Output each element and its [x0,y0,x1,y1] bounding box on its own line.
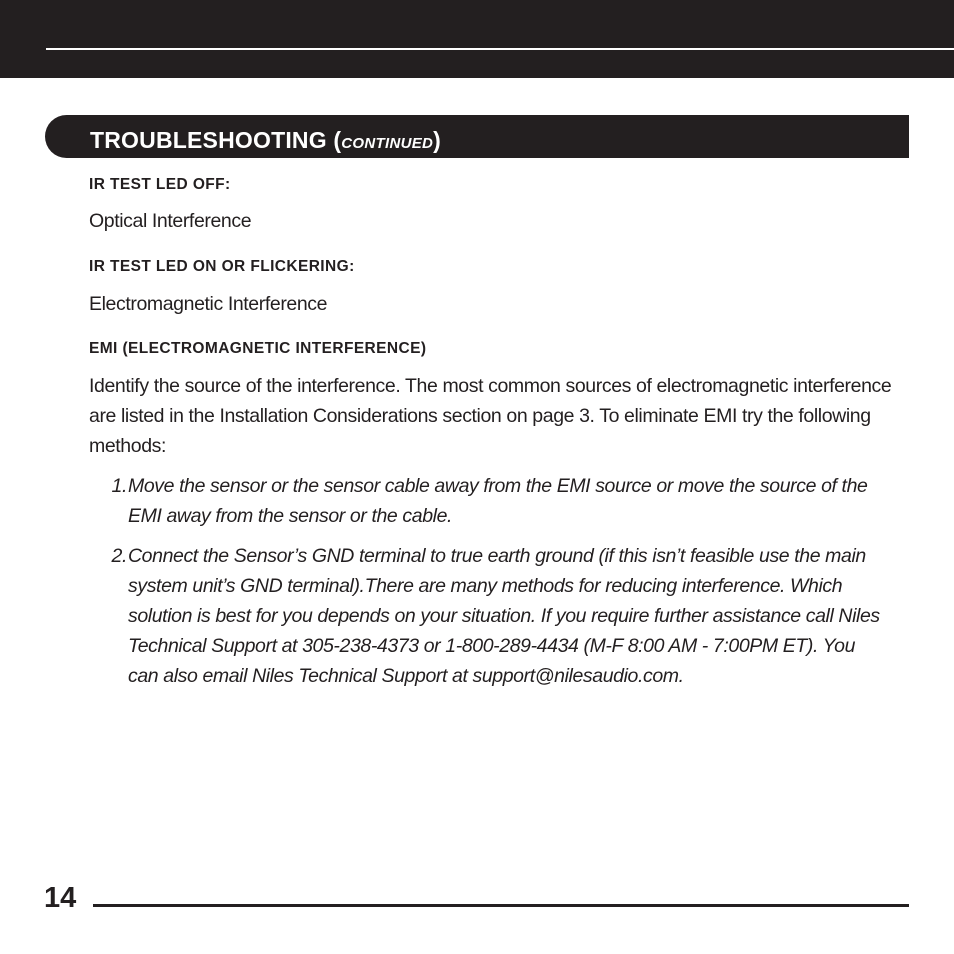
emi-paragraph-line-2: are listed in the Installation Considerations section on page 3. To eliminate EMI try the following [89,405,871,427]
list-item-2-line-1: Connect the Sensor’s GND terminal to true earth ground (if this isn’t feasible use the main [128,545,866,567]
list-item-1 [105,471,905,531]
heading-emi: EMI (ELECTROMAGNETIC INTERFERENCE) [89,340,427,357]
list-item-2-line-5: can also email Niles Technical Support at support@nilesaudio.com. [128,665,684,687]
text-electromagnetic-interference: Electromagnetic Interference [89,293,328,315]
heading-ir-led-off: IR TEST LED OFF: [89,176,231,193]
section-title-continued: CONTINUED [341,135,434,152]
page-number: 14 [44,882,77,914]
emi-paragraph-line-3: methods: [89,435,167,457]
list-item-1-line-2: EMI away from the sensor or the cable. [128,505,453,527]
header-rule [46,48,954,50]
list-item-2 [105,541,905,691]
header-band [0,0,954,78]
list-item-number: 1. [111,475,127,497]
section-title-close: ) [433,127,442,153]
list-item-2-line-3: solution is best for you depends on your situation. If you require further assistance call Niles [128,605,880,627]
list-item-2-line-4: Technical Support at 305-238-4373 or 1-800-289-4434 (M-F 8:00 AM - 7:00PM ET). You [128,635,856,657]
list-item-2-line-2: system unit’s GND terminal).There are many methods for reducing interference. Which [128,575,843,597]
text-optical-interference: Optical Interference [89,210,252,232]
footer-rule [93,904,909,907]
section-title-main: TROUBLESHOOTING ( [90,127,342,153]
list-item-1-line-1: Move the sensor or the sensor cable away from the EMI source or move the source of the [128,475,868,497]
heading-ir-led-flickering: IR TEST LED ON OR FLICKERING: [89,258,355,275]
emi-paragraph-line-1: Identify the source of the interference. The most common sources of electromagnetic interference [89,375,892,397]
section-title [90,125,441,155]
list-item-number: 2. [111,545,127,567]
